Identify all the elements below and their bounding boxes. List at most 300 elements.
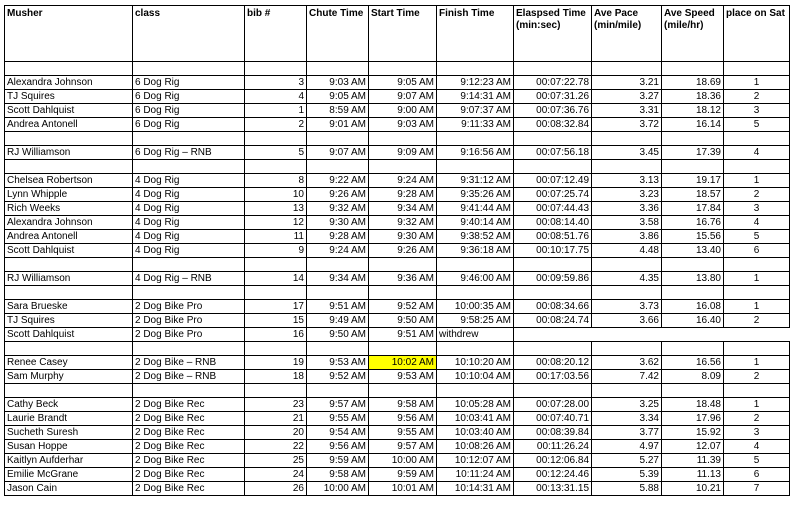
table-row bbox=[5, 482, 790, 496]
empty-cell bbox=[307, 384, 369, 398]
start-time-cell: 9:55 AM bbox=[369, 426, 437, 440]
bib-cell: 11 bbox=[245, 230, 307, 244]
bib-cell: 8 bbox=[245, 174, 307, 188]
class-cell: 2 Dog Bike Rec bbox=[133, 468, 245, 482]
ave-speed-cell: 18.12 bbox=[662, 104, 724, 118]
musher-cell: Renee Casey bbox=[5, 356, 133, 370]
ave-pace-cell: 3.36 bbox=[592, 202, 662, 216]
musher-cell: Kaitlyn Aufderhar bbox=[5, 454, 133, 468]
ave-speed-cell: 15.92 bbox=[662, 426, 724, 440]
empty-cell bbox=[245, 160, 307, 174]
elapsed-time-cell: 00:08:14.40 bbox=[514, 216, 592, 230]
bib-cell: 25 bbox=[245, 454, 307, 468]
table-row bbox=[5, 118, 790, 132]
place-cell: 2 bbox=[724, 90, 790, 104]
finish-time-cell: 10:10:20 AM bbox=[437, 356, 514, 370]
race-results-table bbox=[4, 5, 790, 496]
finish-time-cell: 10:03:41 AM bbox=[437, 412, 514, 426]
table-row bbox=[5, 146, 790, 160]
place-cell: 1 bbox=[724, 272, 790, 286]
chute-time-cell: 9:30 AM bbox=[307, 216, 369, 230]
table-row bbox=[5, 454, 790, 468]
elapsed-time-cell: 00:07:56.18 bbox=[514, 146, 592, 160]
place-cell: 2 bbox=[724, 188, 790, 202]
chute-time-cell: 9:28 AM bbox=[307, 230, 369, 244]
chute-time-cell: 9:26 AM bbox=[307, 188, 369, 202]
table-row bbox=[5, 300, 790, 314]
empty-cell bbox=[437, 342, 514, 356]
empty-cell bbox=[592, 160, 662, 174]
place-cell: 2 bbox=[724, 370, 790, 384]
elapsed-time-cell: 00:07:44.43 bbox=[514, 202, 592, 216]
table-row bbox=[5, 202, 790, 216]
ave-speed-cell: 11.39 bbox=[662, 454, 724, 468]
elapsed-time-cell: 00:08:39.84 bbox=[514, 426, 592, 440]
chute-time-cell: 9:59 AM bbox=[307, 454, 369, 468]
class-cell: 2 Dog Bike Rec bbox=[133, 426, 245, 440]
chute-time-cell: 9:07 AM bbox=[307, 146, 369, 160]
musher-cell: Jason Cain bbox=[5, 482, 133, 496]
chute-time-cell: 9:58 AM bbox=[307, 468, 369, 482]
header-ave-speed: Ave Speed (mile/hr) bbox=[662, 6, 724, 62]
empty-cell bbox=[307, 62, 369, 76]
place-cell: 3 bbox=[724, 202, 790, 216]
chute-time-cell: 8:59 AM bbox=[307, 104, 369, 118]
table-row bbox=[5, 104, 790, 118]
ave-pace-cell: 7.42 bbox=[592, 370, 662, 384]
table-row bbox=[5, 244, 790, 258]
chute-time-cell: 10:00 AM bbox=[307, 482, 369, 496]
header-place: place on Sat bbox=[724, 6, 790, 62]
finish-time-cell: 10:10:04 AM bbox=[437, 370, 514, 384]
empty-cell bbox=[133, 384, 245, 398]
musher-cell: TJ Squires bbox=[5, 90, 133, 104]
finish-time-cell: 10:12:07 AM bbox=[437, 454, 514, 468]
chute-time-cell: 9:22 AM bbox=[307, 174, 369, 188]
ave-pace-cell: 4.35 bbox=[592, 272, 662, 286]
empty-cell bbox=[369, 132, 437, 146]
finish-time-cell: 10:05:28 AM bbox=[437, 398, 514, 412]
elapsed-time-cell: 00:11:26.24 bbox=[514, 440, 592, 454]
chute-time-cell: 9:32 AM bbox=[307, 202, 369, 216]
elapsed-time-cell: 00:08:20.12 bbox=[514, 356, 592, 370]
table-row bbox=[5, 440, 790, 454]
elapsed-time-cell: 00:07:12.49 bbox=[514, 174, 592, 188]
empty-cell bbox=[724, 160, 790, 174]
finish-time-cell: 9:58:25 AM bbox=[437, 314, 514, 328]
finish-time-cell: 9:14:31 AM bbox=[437, 90, 514, 104]
class-cell: 6 Dog Rig bbox=[133, 118, 245, 132]
bib-cell: 5 bbox=[245, 146, 307, 160]
empty-cell bbox=[724, 342, 790, 356]
empty-cell bbox=[5, 286, 133, 300]
ave-speed-cell: 10.21 bbox=[662, 482, 724, 496]
place-cell: 3 bbox=[724, 104, 790, 118]
header-start-time: Start Time bbox=[369, 6, 437, 62]
chute-time-cell: 9:01 AM bbox=[307, 118, 369, 132]
table-row bbox=[5, 314, 790, 328]
start-time-cell: 9:30 AM bbox=[369, 230, 437, 244]
class-cell: 4 Dog Rig bbox=[133, 202, 245, 216]
bib-cell: 17 bbox=[245, 300, 307, 314]
ave-speed-cell: 18.48 bbox=[662, 398, 724, 412]
spacer-row bbox=[5, 342, 790, 356]
place-cell: 1 bbox=[724, 174, 790, 188]
class-cell: 2 Dog Bike Rec bbox=[133, 482, 245, 496]
elapsed-time-cell: 00:10:17.75 bbox=[514, 244, 592, 258]
results-sheet bbox=[4, 5, 789, 496]
ave-pace-cell: 4.48 bbox=[592, 244, 662, 258]
class-cell: 2 Dog Bike Pro bbox=[133, 314, 245, 328]
place-cell: 3 bbox=[724, 426, 790, 440]
chute-time-cell: 9:03 AM bbox=[307, 76, 369, 90]
musher-cell: RJ Williamson bbox=[5, 146, 133, 160]
ave-speed-cell: 18.36 bbox=[662, 90, 724, 104]
class-cell: 2 Dog Bike Rec bbox=[133, 412, 245, 426]
bib-cell: 12 bbox=[245, 216, 307, 230]
table-row bbox=[5, 174, 790, 188]
empty-cell bbox=[592, 286, 662, 300]
empty-cell bbox=[662, 384, 724, 398]
chute-time-cell: 9:55 AM bbox=[307, 412, 369, 426]
header-finish-time: Finish Time bbox=[437, 6, 514, 62]
finish-time-cell: 10:14:31 AM bbox=[437, 482, 514, 496]
ave-speed-cell: 16.40 bbox=[662, 314, 724, 328]
chute-time-cell: 9:53 AM bbox=[307, 356, 369, 370]
empty-cell bbox=[369, 384, 437, 398]
bib-cell: 10 bbox=[245, 188, 307, 202]
empty-cell bbox=[592, 132, 662, 146]
empty-cell bbox=[514, 160, 592, 174]
ave-pace-cell: 3.73 bbox=[592, 300, 662, 314]
ave-speed-cell: 15.56 bbox=[662, 230, 724, 244]
class-cell: 2 Dog Bike Pro bbox=[133, 328, 245, 342]
start-time-cell: 9:56 AM bbox=[369, 412, 437, 426]
table-row bbox=[5, 328, 790, 342]
empty-cell bbox=[724, 62, 790, 76]
ave-speed-cell: 16.76 bbox=[662, 216, 724, 230]
empty-cell bbox=[724, 286, 790, 300]
ave-speed-cell: 18.69 bbox=[662, 76, 724, 90]
ave-pace-cell: 4.97 bbox=[592, 440, 662, 454]
class-cell: 4 Dog Rig bbox=[133, 230, 245, 244]
elapsed-time-cell bbox=[514, 328, 592, 342]
place-cell: 5 bbox=[724, 118, 790, 132]
bib-cell: 19 bbox=[245, 356, 307, 370]
empty-cell bbox=[307, 258, 369, 272]
empty-cell bbox=[307, 160, 369, 174]
musher-cell: Sara Brueske bbox=[5, 300, 133, 314]
empty-cell bbox=[5, 258, 133, 272]
empty-cell bbox=[245, 62, 307, 76]
ave-pace-cell: 3.25 bbox=[592, 398, 662, 412]
ave-pace-cell: 3.23 bbox=[592, 188, 662, 202]
bib-cell: 4 bbox=[245, 90, 307, 104]
start-time-cell: 9:51 AM bbox=[369, 328, 437, 342]
finish-time-cell: 9:35:26 AM bbox=[437, 188, 514, 202]
musher-cell: Alexandra Johnson bbox=[5, 76, 133, 90]
chute-time-cell: 9:51 AM bbox=[307, 300, 369, 314]
ave-pace-cell: 3.66 bbox=[592, 314, 662, 328]
class-cell: 4 Dog Rig bbox=[133, 188, 245, 202]
bib-cell: 24 bbox=[245, 468, 307, 482]
ave-speed-cell: 13.80 bbox=[662, 272, 724, 286]
chute-time-cell: 9:34 AM bbox=[307, 272, 369, 286]
start-time-cell: 9:53 AM bbox=[369, 370, 437, 384]
empty-cell bbox=[307, 286, 369, 300]
place-cell: 2 bbox=[724, 412, 790, 426]
musher-cell: Emilie McGrane bbox=[5, 468, 133, 482]
musher-cell: Sam Murphy bbox=[5, 370, 133, 384]
empty-cell bbox=[662, 258, 724, 272]
finish-time-cell: 10:03:40 AM bbox=[437, 426, 514, 440]
empty-cell bbox=[437, 62, 514, 76]
ave-pace-cell: 3.58 bbox=[592, 216, 662, 230]
class-cell: 6 Dog Rig bbox=[133, 104, 245, 118]
musher-cell: Chelsea Robertson bbox=[5, 174, 133, 188]
bib-cell: 20 bbox=[245, 426, 307, 440]
bib-cell: 13 bbox=[245, 202, 307, 216]
empty-cell bbox=[245, 384, 307, 398]
ave-pace-cell: 3.21 bbox=[592, 76, 662, 90]
chute-time-cell: 9:49 AM bbox=[307, 314, 369, 328]
musher-cell: Susan Hoppe bbox=[5, 440, 133, 454]
class-cell: 6 Dog Rig – RNB bbox=[133, 146, 245, 160]
elapsed-time-cell: 00:08:32.84 bbox=[514, 118, 592, 132]
class-cell: 4 Dog Rig bbox=[133, 174, 245, 188]
empty-cell bbox=[437, 384, 514, 398]
bib-cell: 2 bbox=[245, 118, 307, 132]
empty-cell bbox=[514, 286, 592, 300]
empty-cell bbox=[307, 132, 369, 146]
start-time-cell: 9:50 AM bbox=[369, 314, 437, 328]
ave-pace-cell: 3.34 bbox=[592, 412, 662, 426]
class-cell: 2 Dog Bike Pro bbox=[133, 300, 245, 314]
empty-cell bbox=[369, 286, 437, 300]
bib-cell: 9 bbox=[245, 244, 307, 258]
place-cell: 5 bbox=[724, 230, 790, 244]
header-row bbox=[5, 6, 790, 62]
spacer-row bbox=[5, 258, 790, 272]
elapsed-time-cell: 00:09:59.86 bbox=[514, 272, 592, 286]
empty-cell bbox=[662, 160, 724, 174]
empty-cell bbox=[5, 132, 133, 146]
finish-time-cell: 9:46:00 AM bbox=[437, 272, 514, 286]
empty-cell bbox=[592, 62, 662, 76]
header-musher: Musher bbox=[5, 6, 133, 62]
elapsed-time-cell: 00:12:24.46 bbox=[514, 468, 592, 482]
ave-pace-cell: 3.13 bbox=[592, 174, 662, 188]
start-time-cell: 9:52 AM bbox=[369, 300, 437, 314]
place-cell: 1 bbox=[724, 356, 790, 370]
empty-cell bbox=[662, 62, 724, 76]
ave-pace-cell: 5.27 bbox=[592, 454, 662, 468]
bib-cell: 14 bbox=[245, 272, 307, 286]
musher-cell: Scott Dahlquist bbox=[5, 244, 133, 258]
ave-pace-cell: 3.72 bbox=[592, 118, 662, 132]
table-row bbox=[5, 272, 790, 286]
place-cell: 4 bbox=[724, 440, 790, 454]
empty-cell bbox=[5, 384, 133, 398]
start-time-cell: 9:07 AM bbox=[369, 90, 437, 104]
ave-speed-cell: 16.08 bbox=[662, 300, 724, 314]
place-cell: 2 bbox=[724, 314, 790, 328]
place-cell bbox=[724, 328, 790, 342]
place-cell: 1 bbox=[724, 300, 790, 314]
empty-cell bbox=[592, 342, 662, 356]
empty-cell bbox=[724, 384, 790, 398]
elapsed-time-cell: 00:07:22.78 bbox=[514, 76, 592, 90]
start-time-cell: 9:34 AM bbox=[369, 202, 437, 216]
finish-time-cell: 9:38:52 AM bbox=[437, 230, 514, 244]
class-cell: 2 Dog Bike – RNB bbox=[133, 356, 245, 370]
ave-speed-cell bbox=[662, 328, 724, 342]
elapsed-time-cell: 00:07:36.76 bbox=[514, 104, 592, 118]
table-row bbox=[5, 426, 790, 440]
table-row bbox=[5, 230, 790, 244]
empty-cell bbox=[133, 258, 245, 272]
ave-speed-cell: 16.56 bbox=[662, 356, 724, 370]
empty-cell bbox=[245, 342, 307, 356]
ave-speed-cell: 17.84 bbox=[662, 202, 724, 216]
start-time-cell: 10:02 AM bbox=[369, 356, 437, 370]
musher-cell: Scott Dahlquist bbox=[5, 328, 133, 342]
header-class: class bbox=[133, 6, 245, 62]
table-row bbox=[5, 90, 790, 104]
empty-cell bbox=[245, 258, 307, 272]
finish-time-cell: 10:11:24 AM bbox=[437, 468, 514, 482]
empty-cell bbox=[662, 342, 724, 356]
start-time-cell: 9:59 AM bbox=[369, 468, 437, 482]
elapsed-time-cell: 00:07:40.71 bbox=[514, 412, 592, 426]
ave-pace-cell: 5.39 bbox=[592, 468, 662, 482]
musher-cell: Rich Weeks bbox=[5, 202, 133, 216]
table-row bbox=[5, 370, 790, 384]
empty-cell bbox=[437, 258, 514, 272]
empty-cell bbox=[662, 286, 724, 300]
elapsed-time-cell: 00:13:31.15 bbox=[514, 482, 592, 496]
empty-cell bbox=[245, 286, 307, 300]
table-row bbox=[5, 216, 790, 230]
finish-time-cell: 9:11:33 AM bbox=[437, 118, 514, 132]
empty-cell bbox=[369, 258, 437, 272]
bib-cell: 3 bbox=[245, 76, 307, 90]
spacer-row bbox=[5, 286, 790, 300]
start-time-cell: 9:24 AM bbox=[369, 174, 437, 188]
musher-cell: RJ Williamson bbox=[5, 272, 133, 286]
empty-cell bbox=[437, 286, 514, 300]
start-time-cell: 10:01 AM bbox=[369, 482, 437, 496]
chute-time-cell: 9:24 AM bbox=[307, 244, 369, 258]
bib-cell: 22 bbox=[245, 440, 307, 454]
bib-cell: 18 bbox=[245, 370, 307, 384]
start-time-cell: 9:05 AM bbox=[369, 76, 437, 90]
elapsed-time-cell: 00:07:28.00 bbox=[514, 398, 592, 412]
ave-pace-cell: 3.45 bbox=[592, 146, 662, 160]
chute-time-cell: 9:50 AM bbox=[307, 328, 369, 342]
start-time-cell: 9:36 AM bbox=[369, 272, 437, 286]
table-row bbox=[5, 468, 790, 482]
table-row bbox=[5, 412, 790, 426]
musher-cell: Lynn Whipple bbox=[5, 188, 133, 202]
class-cell: 4 Dog Rig bbox=[133, 216, 245, 230]
empty-cell bbox=[133, 160, 245, 174]
musher-cell: TJ Squires bbox=[5, 314, 133, 328]
empty-cell bbox=[514, 258, 592, 272]
class-cell: 4 Dog Rig bbox=[133, 244, 245, 258]
bib-cell: 23 bbox=[245, 398, 307, 412]
ave-pace-cell: 3.86 bbox=[592, 230, 662, 244]
empty-cell bbox=[592, 258, 662, 272]
spacer-row bbox=[5, 62, 790, 76]
ave-speed-cell: 11.13 bbox=[662, 468, 724, 482]
finish-time-cell: 9:16:56 AM bbox=[437, 146, 514, 160]
ave-speed-cell: 17.39 bbox=[662, 146, 724, 160]
ave-pace-cell: 3.62 bbox=[592, 356, 662, 370]
spacer-row bbox=[5, 160, 790, 174]
class-cell: 6 Dog Rig bbox=[133, 90, 245, 104]
header-elapsed-time: Elaspsed Time (min:sec) bbox=[514, 6, 592, 62]
musher-cell: Alexandra Johnson bbox=[5, 216, 133, 230]
empty-cell bbox=[133, 62, 245, 76]
chute-time-cell: 9:56 AM bbox=[307, 440, 369, 454]
finish-time-cell: withdrew bbox=[437, 328, 514, 342]
table-row bbox=[5, 76, 790, 90]
elapsed-time-cell: 00:08:51.76 bbox=[514, 230, 592, 244]
bib-cell: 21 bbox=[245, 412, 307, 426]
empty-cell bbox=[514, 62, 592, 76]
start-time-cell: 9:26 AM bbox=[369, 244, 437, 258]
start-time-cell: 9:58 AM bbox=[369, 398, 437, 412]
finish-time-cell: 9:41:44 AM bbox=[437, 202, 514, 216]
elapsed-time-cell: 00:08:34.66 bbox=[514, 300, 592, 314]
empty-cell bbox=[514, 384, 592, 398]
chute-time-cell: 9:05 AM bbox=[307, 90, 369, 104]
ave-pace-cell: 3.27 bbox=[592, 90, 662, 104]
place-cell: 6 bbox=[724, 244, 790, 258]
start-time-cell: 9:28 AM bbox=[369, 188, 437, 202]
finish-time-cell: 10:08:26 AM bbox=[437, 440, 514, 454]
empty-cell bbox=[514, 132, 592, 146]
ave-pace-cell: 3.31 bbox=[592, 104, 662, 118]
class-cell: 2 Dog Bike – RNB bbox=[133, 370, 245, 384]
place-cell: 4 bbox=[724, 146, 790, 160]
elapsed-time-cell: 00:07:25.74 bbox=[514, 188, 592, 202]
finish-time-cell: 9:12:23 AM bbox=[437, 76, 514, 90]
spacer-row bbox=[5, 384, 790, 398]
table-row bbox=[5, 398, 790, 412]
finish-time-cell: 9:07:37 AM bbox=[437, 104, 514, 118]
musher-cell: Sucheth Suresh bbox=[5, 426, 133, 440]
ave-speed-cell: 18.57 bbox=[662, 188, 724, 202]
finish-time-cell: 9:31:12 AM bbox=[437, 174, 514, 188]
elapsed-time-cell: 00:07:31.26 bbox=[514, 90, 592, 104]
empty-cell bbox=[369, 342, 437, 356]
header-chute-time: Chute Time bbox=[307, 6, 369, 62]
musher-cell: Scott Dahlquist bbox=[5, 104, 133, 118]
class-cell: 4 Dog Rig – RNB bbox=[133, 272, 245, 286]
header-ave-pace: Ave Pace (min/mile) bbox=[592, 6, 662, 62]
bib-cell: 15 bbox=[245, 314, 307, 328]
bib-cell: 1 bbox=[245, 104, 307, 118]
empty-cell bbox=[724, 132, 790, 146]
bib-cell: 26 bbox=[245, 482, 307, 496]
empty-cell bbox=[724, 258, 790, 272]
musher-cell: Laurie Brandt bbox=[5, 412, 133, 426]
place-cell: 5 bbox=[724, 454, 790, 468]
finish-time-cell: 9:40:14 AM bbox=[437, 216, 514, 230]
start-time-cell: 9:00 AM bbox=[369, 104, 437, 118]
